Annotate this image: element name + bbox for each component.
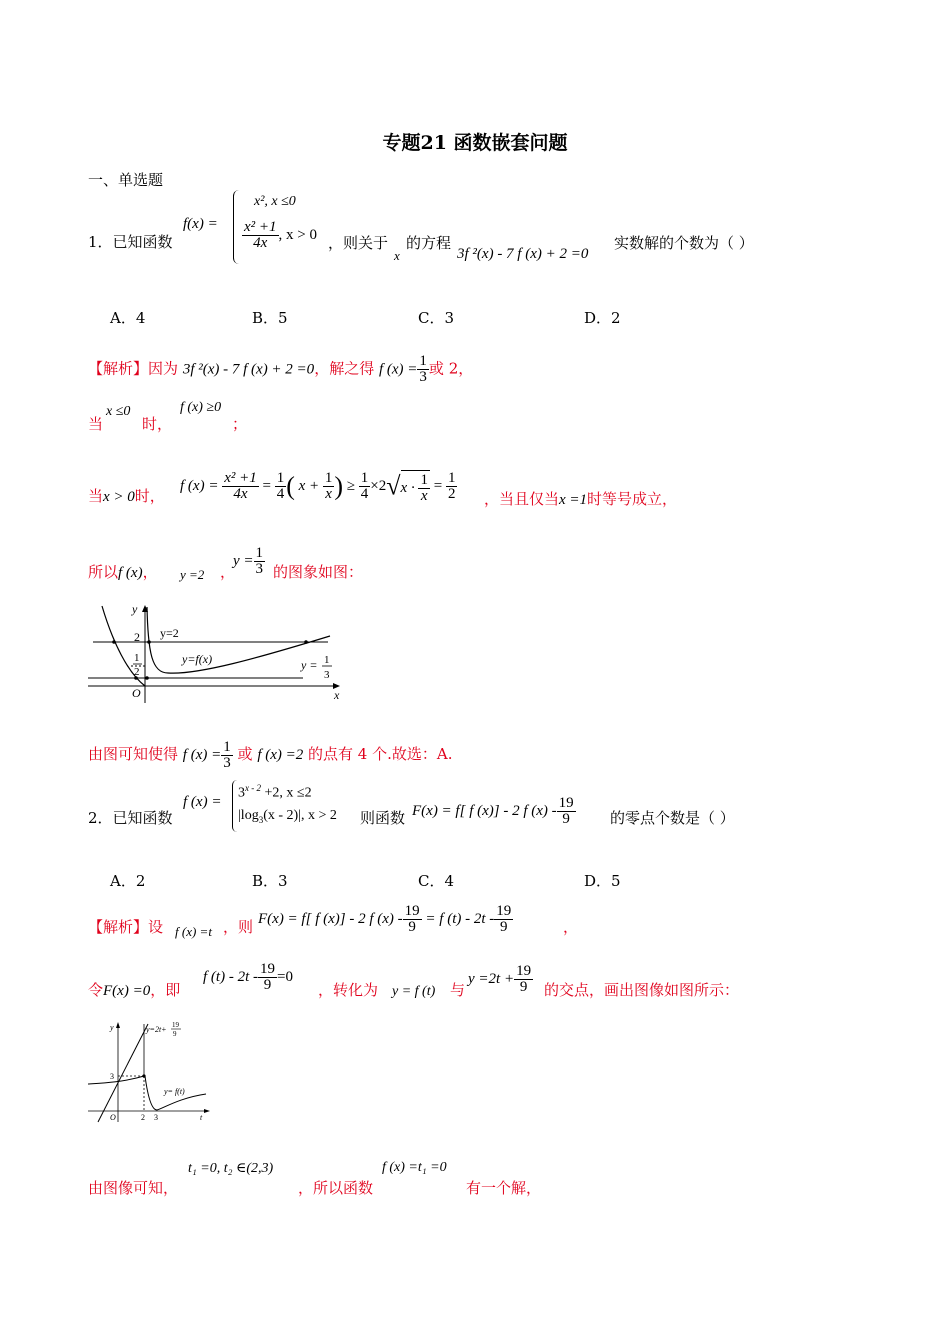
q1-var: x <box>394 248 400 263</box>
q1-option-c: C．3 <box>418 309 455 327</box>
graph1-line-third: y = <box>301 658 318 672</box>
sol2-line1-b: ，则 <box>223 918 254 936</box>
q1-case2: $\frac{\text{x² +1}}{4x}$ , x > 0 <box>244 219 317 251</box>
sol2-line3-c: 有一个解， <box>466 1179 542 1197</box>
graph1-tick-2: 2 <box>134 630 140 644</box>
q1-equation: 3f ²(x) - 7 f (x) + 2 =0 <box>457 246 589 262</box>
sol2-line1-eq: F(x) = f[ f (x)] - 2 f (x) - $\frac{19}{9}$ = f (t) - 2t - $\frac{19}{9}$ <box>258 903 512 935</box>
graph2-tick-2: 2 <box>141 1113 145 1122</box>
q1-mid2: 的方程 <box>406 234 452 252</box>
graph2-line-fn: 19 <box>172 1021 179 1029</box>
graph2 <box>84 1018 216 1124</box>
graph1 <box>88 603 350 703</box>
sol2-line3-b: ，所以函数 <box>298 1179 374 1197</box>
graph1-y-label: y <box>132 603 138 616</box>
q2-fx: f (x) = <box>183 794 222 810</box>
sol2-line2-e: 的交点，画出图像如图所示： <box>544 981 740 999</box>
graph2-line-fd: 9 <box>173 1030 177 1038</box>
sol1-line1: 【解析】因为 3f ²(x) - 7 f (x) + 2 =0，解之得 f (x) = $\frac{1}{3}$ 或 2， <box>88 353 474 385</box>
sol2-line2-y: y = f (t) <box>392 984 436 999</box>
graph2-curve-label: y= f(t) <box>164 1087 185 1096</box>
q1-option-d: D．2 <box>584 309 621 327</box>
sol2-line1-set: f (x) =t <box>175 924 212 939</box>
q2-option-b: B．3 <box>252 872 288 890</box>
sol1-line4-y2: y =2 <box>180 567 205 582</box>
sol1-line4-c: ， <box>220 563 236 581</box>
sol1-line2-b: 时， <box>142 415 173 433</box>
q1-mid: ，则关于 <box>328 234 389 252</box>
sol1-line3-tail: ，当且仅当x =1时等号成立， <box>484 490 678 508</box>
q2-option-c: C．4 <box>418 872 455 890</box>
q2-option-d: D．5 <box>584 872 621 890</box>
page-title: 专题21 函数嵌套问题 <box>382 132 568 154</box>
sol2-line2-d: 与 <box>450 981 466 999</box>
graph1-third-n: 1 <box>324 654 330 666</box>
graph1-curve-label: y=f(x) <box>182 652 213 666</box>
sol2-line3-t: t₁ =0, t₂ ∈(2,3) <box>188 1161 274 1176</box>
graph2-origin: O <box>110 1113 116 1122</box>
sol1-line5: 由图可知使得 f (x) = $\frac{1}{3}$ 或 f (x) =2 的点有 4 个.故选：A. <box>88 738 453 771</box>
sol2-line1-c: ， <box>563 918 579 936</box>
q2-option-a: A．2 <box>110 872 146 890</box>
sol1-line2-c: ； <box>232 415 248 433</box>
sol2-line2-eq: f (t) - 2t - $\frac{19}{9}$ =0 <box>203 961 293 993</box>
q2-case2: $|\log_3(x - 2)|$, x > 2 <box>238 808 337 825</box>
sol2-line3-a: 由图像可知， <box>88 1179 179 1197</box>
section-heading: 一、单选题 <box>88 171 164 189</box>
sol2-line3-eq: f (x) =t₁ =0 <box>382 1160 447 1175</box>
sol1-line4: 所以f (x)， <box>88 563 158 581</box>
sol2-line1-a: 【解析】设 <box>88 918 164 936</box>
q1-brace <box>233 190 242 264</box>
sol1-line2-a: 当 <box>88 415 104 433</box>
q1-fx: f(x) = <box>183 216 218 232</box>
graph2-tick-3: 3 <box>154 1113 158 1122</box>
q1-number: 1．已知函数 <box>88 233 173 251</box>
graph2-tick-3y: 3 <box>110 1072 114 1081</box>
sol1-line4-y3: y = $\frac{1}{3}$ <box>233 545 264 577</box>
graph1-third-d: 3 <box>324 669 330 681</box>
graph1-x-label: x <box>334 688 340 702</box>
q1-case1: x², x ≤0 <box>254 194 296 209</box>
sol1-line3: 当x > 0时， <box>88 487 165 505</box>
graph2-line-label: y=2t+ <box>146 1025 167 1034</box>
q2-tail: 的零点个数是（ ） <box>610 809 735 827</box>
q2-case1: $3^{x - 2} +2$, x ≤2 <box>238 783 312 801</box>
q2-F: F(x) = f[ f (x)] - 2 f (x) - $\frac{19}{9}$ <box>412 795 574 827</box>
graph1-line-y2: y=2 <box>160 626 179 640</box>
graph2-t-label: t <box>200 1113 203 1122</box>
sol1-line4-d: 的图象如图： <box>273 563 364 581</box>
graph1-tick-half-n: 1 <box>134 652 140 664</box>
sol2-line2-a: 令F(x) =0，即 <box>88 981 181 999</box>
sol1-line2-cond: x ≤0 <box>106 404 131 419</box>
sol1-line3-math: f (x) = $\frac{\text{x² +1}}{4x}$ = $\frac{1}{4}$ ( x + $\frac{1}{x}$ ) ≥ $\frac{1}{4}$ ×2√x · $\frac{1}{x}$ = $\frac{1}{2}$ <box>180 470 456 504</box>
q2-mid: 则函数 <box>360 809 406 827</box>
graph2-y-label: y <box>110 1023 114 1032</box>
q1-option-b: B．5 <box>252 309 288 327</box>
graph1-origin: O <box>132 686 141 700</box>
q2-number: 2．已知函数 <box>88 809 173 827</box>
q1-option-a: A．4 <box>110 309 146 327</box>
sol2-line2-c: ，转化为 <box>318 981 379 999</box>
graph1-tick-half-d: 2 <box>134 666 140 678</box>
sol2-line2-y2: y =2t + $\frac{19}{9}$ <box>468 963 532 995</box>
sol1-line2-res: f (x) ≥0 <box>180 400 222 415</box>
q1-tail: 实数解的个数为（ ） <box>614 234 754 252</box>
